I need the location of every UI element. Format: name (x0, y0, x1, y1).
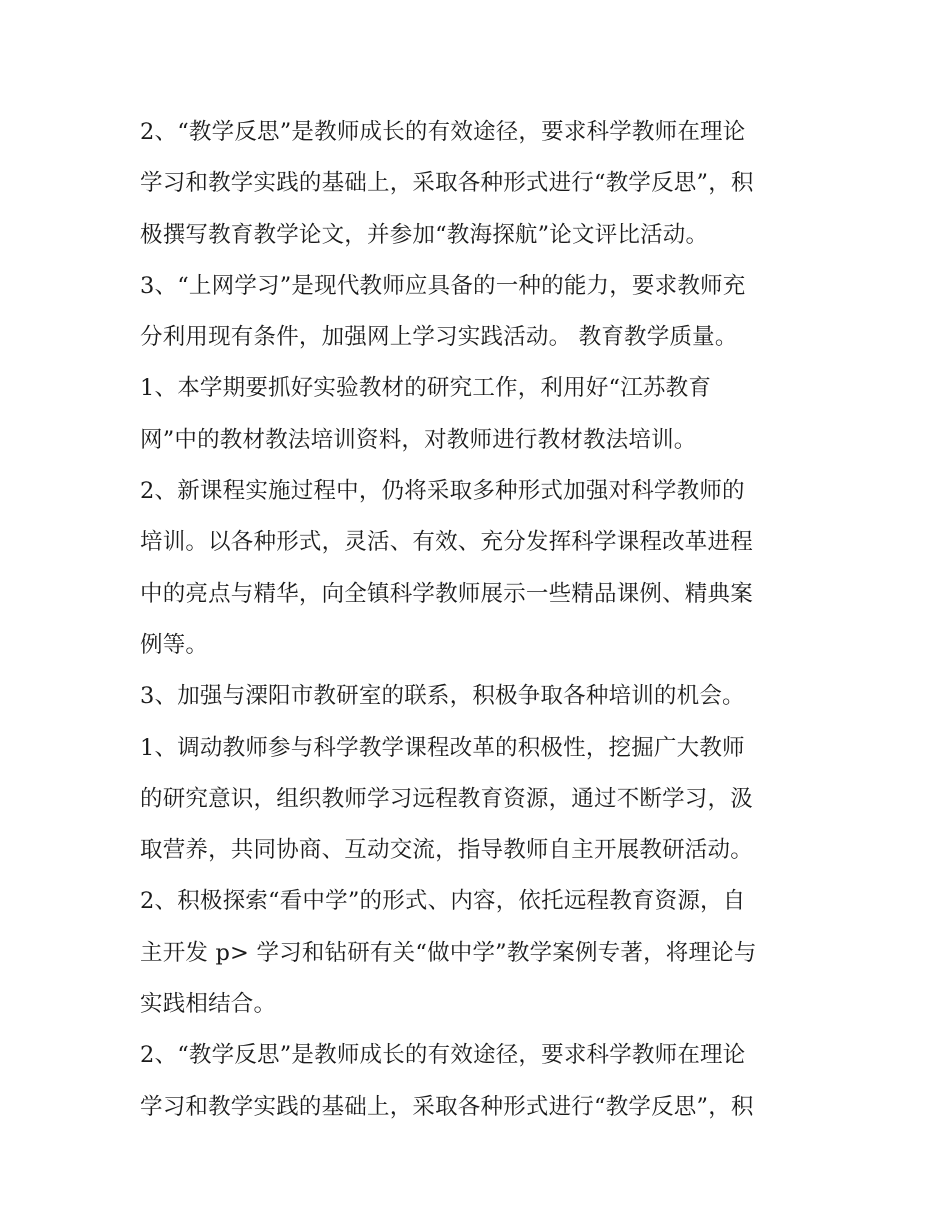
paragraph-teacher-motivation (140, 723, 820, 877)
paragraph-online-learning (140, 261, 820, 364)
text-line: 中的亮点与精华，向全镇科学教师展示一些精品课例、精典案 (140, 580, 753, 607)
text-line: 1、本学期要抓好实验教材的研究工作，利用好“江苏教育 (140, 375, 712, 402)
text-line: 网”中的教材教法培训资料，对教师进行教材教法培训。 (140, 426, 697, 453)
text-line: 2、积极探索“看中学”的形式、内容，依托远程教育资源，自 (140, 888, 746, 915)
text-line: 取营养，共同协商、互动交流，指导教师自主开展教研活动。 (140, 837, 753, 864)
text-line: 实践相结合。 (140, 991, 277, 1018)
paragraph-teaching-reflection-repeat (140, 1030, 820, 1133)
text-line: 分利用现有条件，加强网上学习实践活动。 教育教学质量。 (140, 324, 738, 351)
text-line: 学习和教学实践的基础上，采取各种形式进行“教学反思”，积 (140, 170, 754, 197)
text-line: 例等。 (140, 631, 209, 658)
text-line: 极撰写教育教学论文，并参加“教海探航”论文评比活动。 (140, 221, 709, 248)
paragraph-textbook-research (140, 363, 820, 466)
text-line: 培训。以各种形式，灵活、有效、充分发挥科学课程改革进程 (140, 529, 753, 556)
text-line: 的研究意识，组织教师学习远程教育资源，通过不断学习，汲 (140, 785, 753, 812)
text-line: 2、新课程实施过程中，仍将采取多种形式加强对科学教师的 (140, 478, 745, 505)
text-line: 3、加强与溧阳市教研室的联系，积极争取各种培训的机会。 (140, 683, 745, 710)
text-line: 学习和教学实践的基础上，采取各种形式进行“教学反思”，积 (140, 1093, 754, 1120)
text-line: 1、调动教师参与科学教学课程改革的积极性，挖掘广大教师 (140, 734, 745, 761)
document-body (140, 107, 820, 1133)
text-line: 主开发 p> 学习和钻研有关“做中学”教学案例专著，将理论与 (140, 939, 757, 966)
text-line: 3、“上网学习”是现代教师应具备的一种的能力，要求教师充 (140, 272, 746, 299)
paragraph-teaching-reflection (140, 107, 820, 261)
text-line: 2、“教学反思”是教师成长的有效途径，要求科学教师在理论 (140, 119, 746, 145)
paragraph-research-office-contact (140, 671, 820, 722)
text-line: 2、“教学反思”是教师成长的有效途径，要求科学教师在理论 (140, 1042, 746, 1069)
paragraph-learning-by-doing (140, 876, 820, 1030)
paragraph-new-curriculum-training (140, 466, 820, 671)
